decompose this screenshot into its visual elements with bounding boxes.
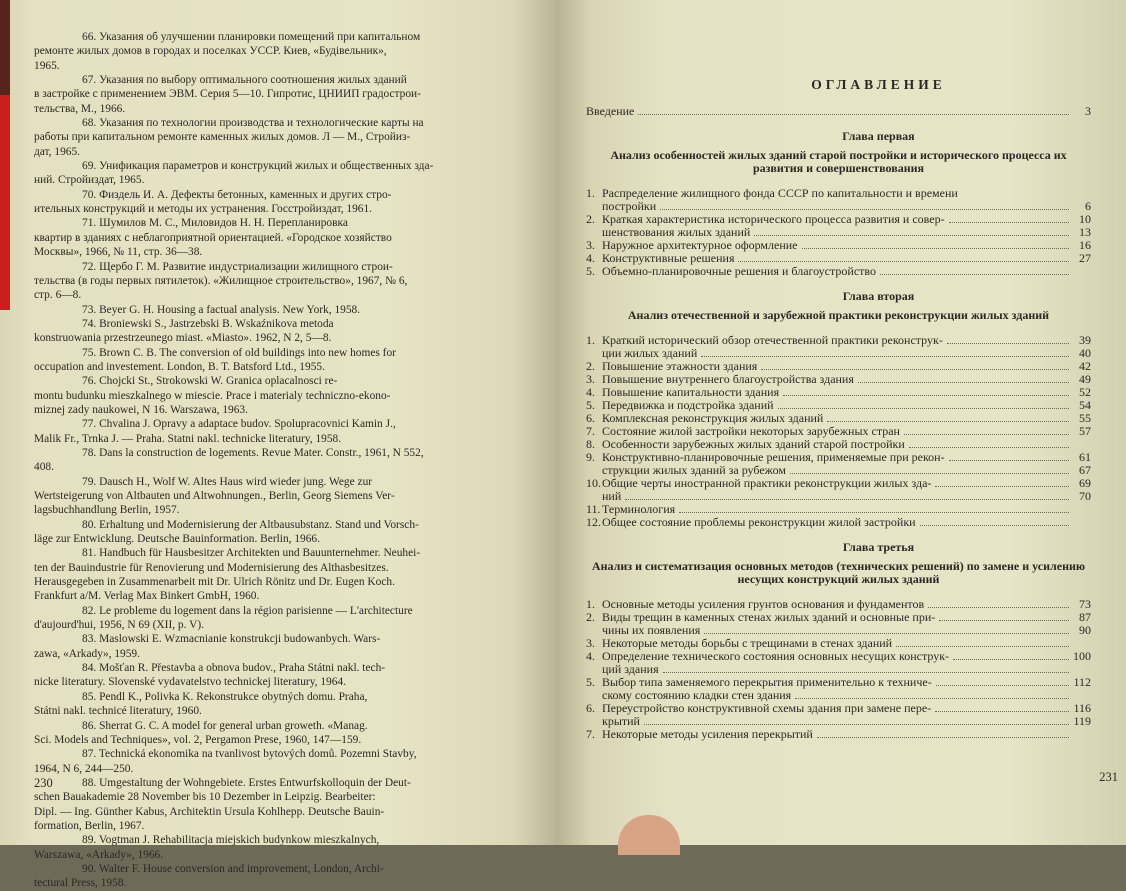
reference-line: Státni nakl. technicé literatury, 1960. bbox=[34, 705, 202, 718]
toc-item-number: 10. bbox=[586, 476, 601, 490]
reference-line: 66. Указания об улучшении планировки помещений при капитальном bbox=[82, 31, 421, 43]
toc-row bbox=[586, 516, 1091, 529]
dot-leader bbox=[939, 620, 1069, 621]
toc-label bbox=[586, 728, 813, 741]
toc-item-text: Некоторые методы усиления перекрытий bbox=[602, 727, 813, 741]
reference-line: zawa, «Arkady», 1959. bbox=[34, 647, 140, 660]
reference-line: 85. Pendl K., Polivka K. Rekonstrukce obytných domu. Praha, bbox=[82, 690, 368, 703]
toc-page: 69 bbox=[1079, 476, 1091, 490]
dot-leader bbox=[790, 473, 1069, 474]
toc-item-text: Переустройство конструктивной схемы здания при замене пере- bbox=[602, 701, 932, 715]
toc-item-text: Наружное архитектурное оформление bbox=[602, 238, 798, 252]
toc-item-text: Состояние жилой застройки некоторых зарубежных стран bbox=[602, 424, 900, 438]
reference-line: дат, 1965. bbox=[34, 145, 81, 158]
toc-item-text: Некоторые методы борьбы с трещинами в стенах зданий bbox=[602, 636, 893, 650]
toc-item-text: Выбор типа заменяемого перекрытия применительно к техниче- bbox=[602, 675, 932, 689]
dot-leader bbox=[920, 525, 1069, 526]
toc-page: 67 bbox=[1079, 463, 1091, 477]
dot-leader bbox=[778, 408, 1069, 409]
reference-line: ten der Bauindustrie für Renovierung und Modernisierung des Althasbesitzes. bbox=[34, 561, 389, 574]
toc-row bbox=[586, 702, 1091, 715]
reference-line: 73. Beyer G. H. Housing a factual analysis. New York, 1958. bbox=[82, 303, 361, 316]
toc-item-text: Комплексная реконструкция жилых зданий bbox=[602, 411, 824, 425]
chapter-subtitle: Анализ особенностей жилых зданий старой постройки и исторического процесса их развития и совершенствования bbox=[610, 148, 1067, 175]
reference-line: formation, Berlin, 1967. bbox=[34, 819, 145, 832]
toc-page: 73 bbox=[1079, 597, 1091, 611]
toc-row bbox=[586, 187, 1091, 200]
dot-leader bbox=[625, 499, 1069, 500]
bookmark-edge-dark bbox=[0, 0, 10, 95]
toc-page: 116 bbox=[1073, 701, 1091, 715]
reference-line: ремонте жилых домов в городах и поселках УССР. Киев, «Будівельник», bbox=[34, 45, 387, 58]
reference-line: montu budunku mieszkalnego w miescie. Prace i materialy techniczno-ekono- bbox=[34, 389, 391, 402]
dot-leader bbox=[638, 114, 1069, 115]
dot-leader bbox=[904, 434, 1069, 435]
reference-line: 69. Унификация параметров и конструкций жилых и общественных зда- bbox=[82, 160, 434, 173]
toc-row bbox=[586, 728, 1091, 741]
reference-line: 86. Sherrat G. C. A model for general urban groweth. «Manag. bbox=[82, 719, 368, 732]
toc-item-text: Терминология bbox=[602, 502, 676, 516]
toc-page: 87 bbox=[1079, 610, 1091, 624]
dot-leader bbox=[802, 248, 1069, 249]
chapter-subtitle: Анализ отечественной и зарубежной практики реконструкции жилых зданий bbox=[627, 308, 1050, 322]
reference-line: 79. Dausch H., Wolf W. Altes Haus wird wieder jung. Wege zur bbox=[82, 475, 373, 488]
right-page bbox=[556, 0, 1126, 845]
toc-item-text: Конструктивно-планировочные решения, применяемые при рекон- bbox=[602, 450, 945, 464]
reference-line: 1965. bbox=[34, 59, 60, 72]
toc-item-number: 3. bbox=[586, 238, 595, 252]
dot-leader bbox=[704, 633, 1069, 634]
toc-page: 40 bbox=[1079, 346, 1091, 360]
toc-item-text: скому состоянию кладки стен здания bbox=[602, 688, 792, 702]
toc-page: 61 bbox=[1079, 450, 1091, 464]
toc-item-text: крытий bbox=[602, 714, 640, 728]
toc-page: 90 bbox=[1079, 623, 1091, 637]
toc-item-text: Краткий исторический обзор отечественной практики реконструк- bbox=[602, 333, 943, 347]
toc-item-number: 4. bbox=[586, 649, 595, 663]
toc-page: 57 bbox=[1079, 424, 1091, 438]
toc-item-number: 1. bbox=[586, 186, 595, 200]
toc-item-text: Особенности зарубежных жилых зданий старой постройки bbox=[602, 437, 905, 451]
toc-item-number: 7. bbox=[586, 727, 595, 741]
dot-leader bbox=[936, 685, 1069, 686]
dot-leader bbox=[644, 724, 1069, 725]
toc-label: Введение bbox=[586, 104, 635, 118]
toc-item-text: струкции жилых зданий за рубежом bbox=[602, 463, 787, 477]
reference-line: Frankfurt a/M. Verlag Max Binkert GmbH, 1960. bbox=[34, 590, 260, 603]
toc-row bbox=[586, 650, 1091, 663]
reference-line: 68. Указания по технологии производства и технологические карты на bbox=[82, 117, 424, 130]
dot-leader bbox=[754, 235, 1069, 236]
toc-item-text: Объемно-планировочные решения и благоустройство bbox=[602, 264, 876, 278]
reference-line: 78. Dans la construction de logements. Revue Mater. Constr., 1961, N 552, bbox=[82, 446, 424, 459]
toc-item-text: Краткая характеристика исторического процесса развития и совер- bbox=[602, 212, 945, 226]
toc-item-text: Общие черты иностранной практики реконструкции жилых зда- bbox=[602, 476, 932, 490]
dot-leader bbox=[858, 382, 1069, 383]
chapter-heading: Глава третья bbox=[842, 540, 915, 554]
toc-item-text: Повышение этажности здания bbox=[602, 359, 758, 373]
left-page bbox=[0, 0, 556, 890]
reference-line: ительных конструкций и методы их устранения. Госстройиздат, 1961. bbox=[34, 203, 373, 216]
dot-leader bbox=[701, 356, 1069, 357]
chapters bbox=[586, 130, 1091, 741]
toc-item-number: 11. bbox=[586, 502, 601, 516]
reference-line: 82. Le probleme du logement dans la région parisienne — L'architecture bbox=[82, 604, 413, 617]
reference-line: 1964, N 6, 244—250. bbox=[34, 762, 134, 775]
toc-page: 27 bbox=[1079, 251, 1091, 265]
toc-title: ОГЛАВЛЕНИЕ bbox=[811, 77, 946, 92]
reference-line: 74. Broniewski S., Jastrzebski B. Wskaźnikova metoda bbox=[82, 317, 334, 330]
dot-leader bbox=[761, 369, 1069, 370]
reference-line: occupation and investement. London, B. T. Batsford Ltd., 1955. bbox=[34, 360, 325, 373]
dot-leader bbox=[947, 343, 1069, 344]
reference-line: Sci. Models and Techniques», vol. 2, Pergamon Prese, 1960, 147—159. bbox=[34, 733, 362, 746]
toc-row bbox=[586, 477, 1091, 490]
toc-item-text: ции жилых зданий bbox=[602, 346, 698, 360]
reference-line: 75. Brown C. B. The conversion of old buildings into new homes for bbox=[82, 346, 396, 359]
dot-leader bbox=[783, 395, 1069, 396]
toc-item-text: постройки bbox=[602, 199, 657, 213]
toc-page: 3 bbox=[1085, 104, 1091, 118]
reference-line: 80. Erhaltung und Modernisierung der Altbausubstanz. Stand und Vorsch- bbox=[82, 518, 419, 531]
toc-item-number: 3. bbox=[586, 372, 595, 386]
reference-line: Москвы», 1966, № 11, стр. 36—38. bbox=[34, 246, 203, 259]
toc-item-number: 9. bbox=[586, 450, 595, 464]
reference-line: lagsbuchhandlung Berlin, 1957. bbox=[34, 504, 180, 517]
toc-item-text: Передвижка и подстройка зданий bbox=[602, 398, 774, 412]
chapter-heading: Глава первая bbox=[842, 129, 915, 143]
toc-item-number: 1. bbox=[586, 333, 595, 347]
reference-line: стр. 6—8. bbox=[34, 289, 82, 302]
toc-label bbox=[586, 516, 916, 529]
reference-line: тельства (в годы первых пятилеток). «Жилищное строительство», 1967, № 6, bbox=[34, 274, 408, 287]
reference-line: 84. Mošťan R. Přestavba a obnova budov., Praha Státni nakl. tech- bbox=[82, 662, 386, 675]
dot-leader bbox=[953, 659, 1069, 660]
dot-leader bbox=[935, 711, 1069, 712]
toc-label bbox=[586, 477, 931, 490]
reference-line: schen Bauakademie 28 November bis 10 Dezember in Leipzig. Bearbeiter: bbox=[34, 791, 376, 804]
reference-line: nicke literatury. Slovenské vydavatelstvo technickej literatury, 1964. bbox=[34, 676, 346, 689]
toc-item-text: Определение технического состояния основных несущих конструк- bbox=[602, 649, 950, 663]
toc-item-number: 5. bbox=[586, 675, 595, 689]
reference-line: 70. Физдель И. А. Дефекты бетонных, каменных и других стро- bbox=[82, 188, 392, 201]
toc-row-intro bbox=[586, 105, 1091, 118]
reference-line: Herausgegeben in Zusammenarbeit mit Dr. Ulrich Rönitz und Dr. Eugen Koch. bbox=[34, 576, 395, 589]
reference-line: 81. Handbuch für Hausbesitzer Architekten und Bauunternehmer. Neuhei- bbox=[82, 547, 421, 560]
chapter-heading: Глава вторая bbox=[842, 289, 915, 303]
toc-item-text: Повышение внутреннего благоустройства здания bbox=[602, 372, 854, 386]
reference-line: 408. bbox=[34, 461, 54, 474]
toc-row bbox=[586, 265, 1091, 278]
toc-item-number: 2. bbox=[586, 610, 595, 624]
toc-page: 6 bbox=[1085, 199, 1091, 213]
toc-item-text: ний bbox=[602, 489, 622, 503]
dot-leader bbox=[679, 512, 1069, 513]
toc-item-text: Основные методы усиления грунтов основания и фундаментов bbox=[602, 597, 925, 611]
reference-line: Dipl. — Ing. Günther Kabus, Architektin Ursula Kohlhepp. Deutsche Bauin- bbox=[34, 805, 385, 818]
toc-item-text: Общее состояние проблемы реконструкции жилой застройки bbox=[602, 515, 916, 529]
reference-line: работы при капитальном ремонте каменных жилых домов. Л — М., Стройиз- bbox=[34, 131, 411, 144]
toc-item-number: 6. bbox=[586, 411, 595, 425]
toc-page: 112 bbox=[1073, 675, 1091, 689]
toc-label bbox=[586, 265, 876, 278]
reference-line: 89. Vogtman J. Rehabilitacja miejskich budynkow mieszkalnych, bbox=[82, 834, 380, 847]
bookmark-edge-red bbox=[0, 95, 10, 310]
toc-item-number: 8. bbox=[586, 437, 595, 451]
page-number-left: 230 bbox=[34, 776, 53, 790]
reference-line: d'aujourd'hui, 1956, N 69 (XII, p. V). bbox=[34, 619, 204, 632]
dot-leader bbox=[663, 672, 1069, 673]
reference-line: tectural Press, 1958. bbox=[34, 877, 127, 890]
toc-page: 10 bbox=[1079, 212, 1091, 226]
toc-page: 54 bbox=[1079, 398, 1091, 412]
toc-item-text: Виды трещин в каменных стенах жилых зданий и основные при- bbox=[602, 610, 936, 624]
dot-leader bbox=[949, 460, 1069, 461]
toc-item-number: 5. bbox=[586, 264, 595, 278]
reference-list bbox=[34, 30, 504, 891]
toc-item-number: 6. bbox=[586, 701, 595, 715]
page-number-right: 231 bbox=[1099, 770, 1118, 784]
toc-item-number: 5. bbox=[586, 398, 595, 412]
dot-leader bbox=[896, 646, 1069, 647]
toc-item-text: Повышение капитальности здания bbox=[602, 385, 780, 399]
toc-page: 39 bbox=[1079, 333, 1091, 347]
dot-leader bbox=[795, 698, 1069, 699]
toc-item-number: 2. bbox=[586, 359, 595, 373]
toc-page: 70 bbox=[1079, 489, 1091, 503]
dot-leader bbox=[949, 222, 1069, 223]
dot-leader bbox=[909, 447, 1069, 448]
reference-line: тельства, М., 1966. bbox=[34, 102, 126, 115]
toc-page: 55 bbox=[1079, 411, 1091, 425]
toc-item-number: 7. bbox=[586, 424, 595, 438]
reference-line: miznej zady naukowei, N 16. Warszawa, 1963. bbox=[34, 403, 248, 416]
dot-leader bbox=[660, 209, 1069, 210]
toc-item-number: 4. bbox=[586, 385, 595, 399]
toc-item-text: ций здания bbox=[602, 662, 659, 676]
reference-line: ний. Стройиздат, 1965. bbox=[34, 174, 145, 187]
reference-line: 72. Щербо Г. М. Развитие индустриализации жилищного строи- bbox=[82, 260, 393, 273]
chapter-subtitle: Анализ и систематизация основных методов (технических решений) по замене и усилению несущих конструкций жилых зданий bbox=[591, 559, 1086, 586]
dot-leader bbox=[738, 261, 1069, 262]
dot-leader bbox=[880, 274, 1069, 275]
reference-line: Wertsteigerung von Altbauten und Altwohnungen., Berlin, Georg Siemens Ver- bbox=[34, 490, 395, 502]
toc-item-number: 12. bbox=[586, 515, 601, 529]
reference-line: 90. Walter F. House conversion and improvement, London, Archi- bbox=[82, 862, 384, 875]
reference-line: 71. Шумилов М. С., Миловидов Н. Н. Перепланировка bbox=[82, 217, 348, 230]
reference-line: 87. Technická ekonomika na tvanlivost bytových domů. Pozemni Stavby, bbox=[82, 748, 417, 761]
reference-line: 77. Chvalina J. Opravy a adaptace budov. Spolupracovnici Kamin J., bbox=[82, 418, 396, 431]
toc-page: 100 bbox=[1073, 649, 1091, 663]
dot-leader bbox=[817, 737, 1069, 738]
toc-item-text: Конструктивные решения bbox=[602, 251, 735, 265]
reference-line: 88. Umgestaltung der Wohngebiete. Erstes Entwurfskolloquin der Deut- bbox=[82, 776, 411, 789]
toc-item-number: 1. bbox=[586, 597, 595, 611]
toc-item-number: 4. bbox=[586, 251, 595, 265]
dot-leader bbox=[935, 486, 1069, 487]
reference-line: в застройке с применением ЭВМ. Серия 5—10. Гипротис, ЦНИИП градострои- bbox=[34, 88, 421, 101]
toc-item-text: чины их появления bbox=[602, 623, 701, 637]
reference-line: 76. Chojcki St., Strokowski W. Granica oplacalnosci re- bbox=[82, 375, 338, 388]
toc-page: 13 bbox=[1079, 225, 1091, 239]
toc-page: 52 bbox=[1079, 385, 1091, 399]
reference-line: konstruowania przestrzeunego miast. «Miasto». 1962, N 2, 5—8. bbox=[34, 332, 332, 345]
table-of-contents bbox=[586, 78, 1091, 741]
toc-page: 49 bbox=[1079, 372, 1091, 386]
toc-page: 16 bbox=[1079, 238, 1091, 252]
dot-leader bbox=[928, 607, 1069, 608]
toc-page: 119 bbox=[1073, 714, 1091, 728]
toc-item-number: 3. bbox=[586, 636, 595, 650]
reference-line: Warszawa, «Arkady», 1966. bbox=[34, 848, 164, 861]
reference-line: 83. Maslowski E. Wzmacnianie konstrukcji budowanbych. Wars- bbox=[82, 633, 381, 646]
reference-line: Malik Fr., Trnka J. — Praha. Statni nakl. technicke literatury, 1958. bbox=[34, 432, 342, 445]
dot-leader bbox=[827, 421, 1069, 422]
reference-line: 67. Указания по выбору оптимального соотношения жилых зданий bbox=[82, 74, 407, 87]
toc-item-text: шенствования жилых зданий bbox=[602, 225, 751, 239]
toc-item-number: 2. bbox=[586, 212, 595, 226]
reference-line: квартир в зданиях с неблагоприятной ориентацией. «Городское хозяйство bbox=[34, 231, 392, 244]
toc-page: 42 bbox=[1079, 359, 1091, 373]
reference-line: läge zur Entwicklung. Deutsche Bauinformation. Berlin, 1966. bbox=[34, 533, 320, 546]
toc-item-text: Распределение жилищного фонда СССР по капитальности и времени bbox=[602, 186, 958, 200]
